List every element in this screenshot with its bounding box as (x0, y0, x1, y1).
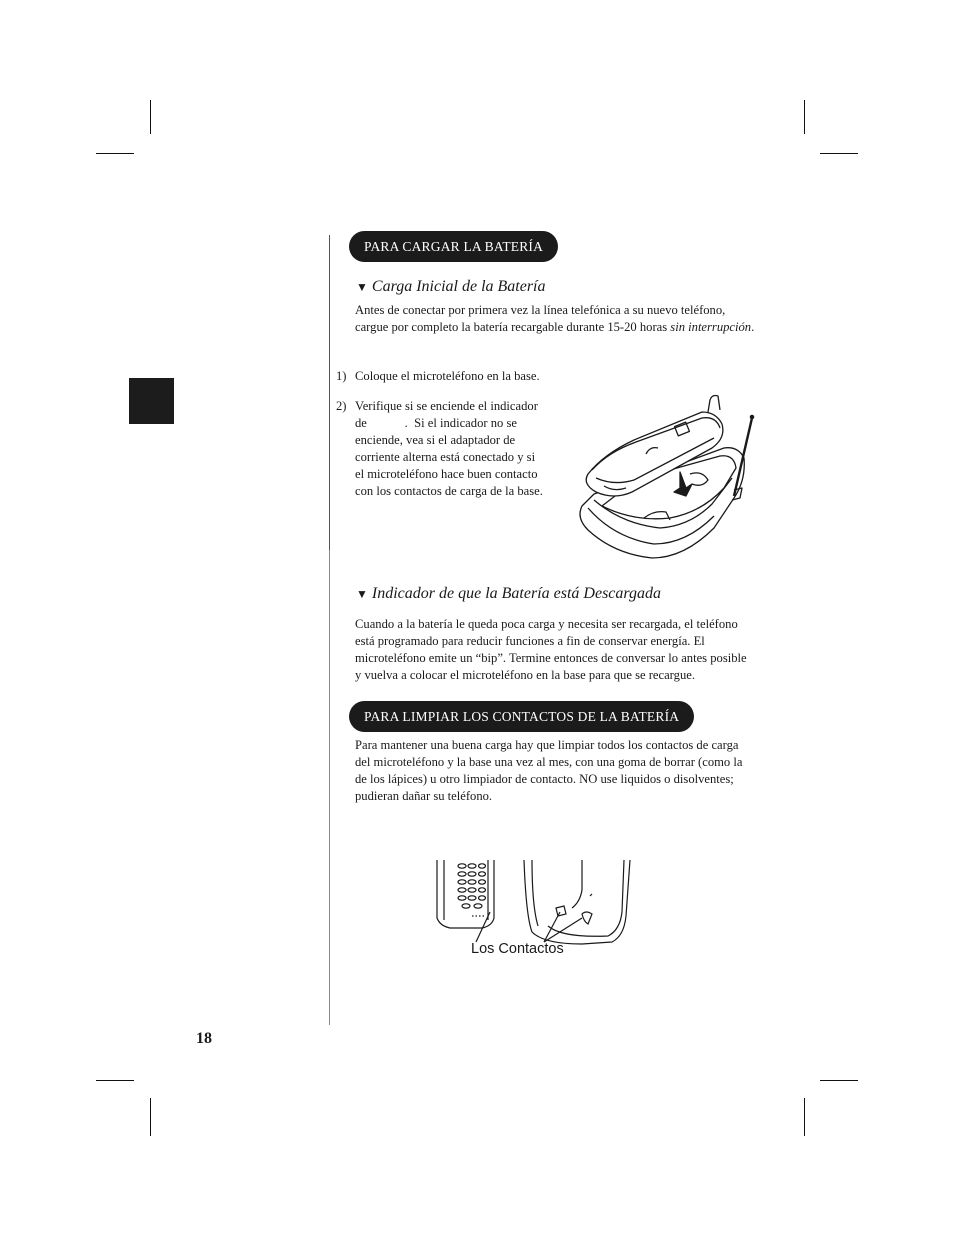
crop-mark (820, 153, 858, 154)
initial-charge-paragraph: Antes de conectar por primera vez la línea telefónica a su nuevo teléfono, cargue por completo la batería recargable durante 15-20 horas sin interrupción. (355, 303, 755, 334)
subheading-low-battery: ▼ Indicador de que la Batería está Descargada (356, 585, 662, 602)
clean-contacts-paragraph: Para mantener una buena carga hay que limpiar todos los contactos de carga del microteléfono y la base una vez al mes, con una goma de borrar (como la de los lápices) u otro limpiador de contacto. NO use liquidos o disolventes; pudieran dañar su teléfono. (355, 738, 743, 803)
contacts-caption: Los Contactos (471, 941, 564, 957)
triangle-bullet-icon: ▼ (356, 587, 368, 601)
crop-mark (150, 1098, 151, 1136)
crop-mark (150, 100, 151, 134)
crop-mark (96, 153, 134, 154)
page-number: 18 (196, 1030, 212, 1047)
section-header-charge: PARA CARGAR LA BATERÍA (349, 231, 558, 262)
step-2: 2) Verifique si se enciende el indicador de . Si el indicador no se enciende, vea si el adaptador de corriente alterna está conectado y si el microteléfono hace buen contacto con los contactos de carga de la base. (336, 399, 543, 498)
crop-mark (820, 1080, 858, 1081)
crop-mark (804, 100, 805, 134)
crop-mark (96, 1080, 134, 1081)
triangle-bullet-icon: ▼ (356, 280, 368, 294)
step-1: 1) Coloque el microteléfono en la base. (336, 369, 540, 383)
subheading-initial-charge: ▼ Carga Inicial de la Batería (356, 278, 546, 295)
section-header-clean: PARA LIMPIAR LOS CONTACTOS DE LA BATERÍA (349, 701, 694, 732)
contacts-illustration (432, 856, 637, 961)
column-rule (329, 235, 330, 550)
column-rule (329, 550, 330, 1025)
crop-mark (804, 1098, 805, 1136)
low-battery-paragraph: Cuando a la batería le queda poca carga y necesita ser recargada, el teléfono está programado para reducir funciones a fin de conservar energía. El microteléfono emite un “bip”. Termine entonces de conversar lo antes posible y vuelva a colocar el microteléfono en la base para que se recargue. (355, 617, 747, 682)
phone-on-base-illustration (574, 388, 764, 563)
section-tab-marker (129, 378, 174, 424)
